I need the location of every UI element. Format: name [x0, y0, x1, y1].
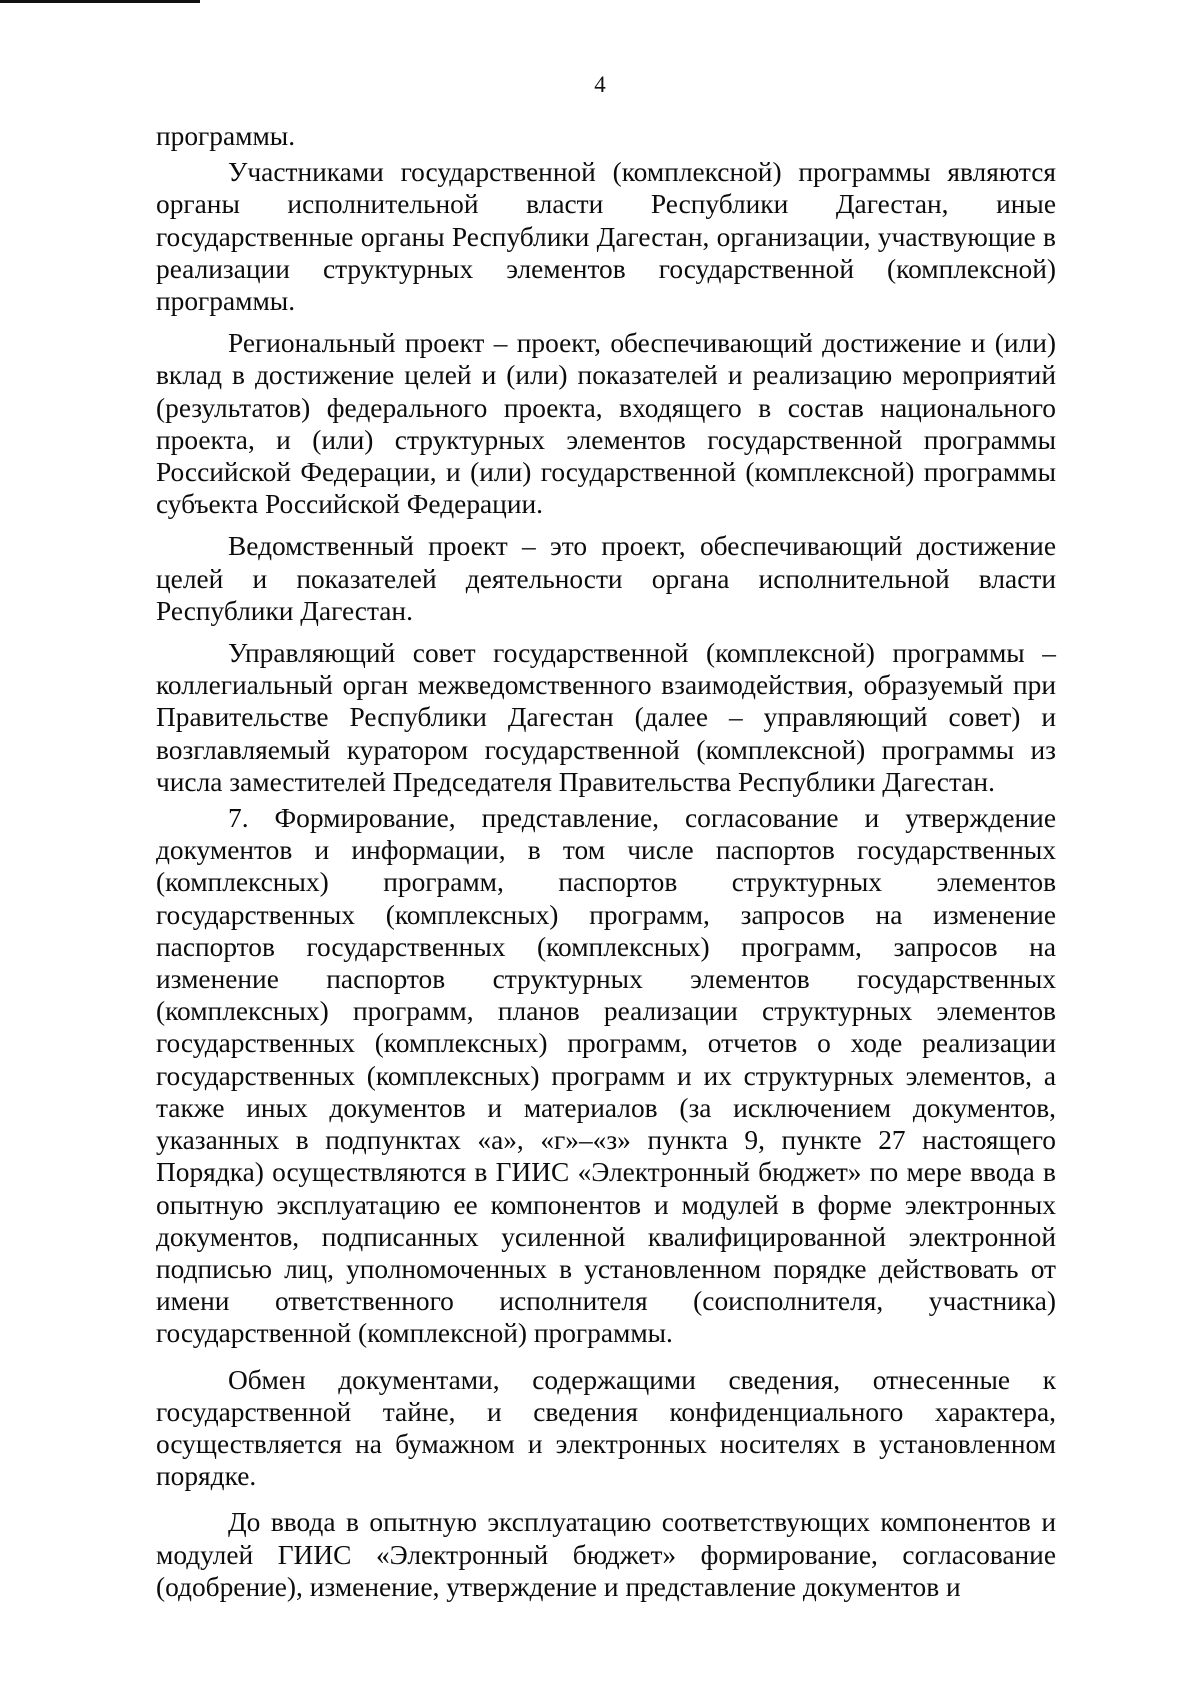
- paragraph-regional-project: Региональный проект – проект, обеспечивающий достижение и (или) вклад в достижение целей и (или) показателей и реализацию мероприятий (результатов) федерального проекта, входящего в состав национального проекта, и (или) структурных элементов государственной программы Российской Федерации, и (или) государственной (комплексной) программы субъекта Российской Федерации.: [156, 328, 1056, 520]
- paragraph-document-exchange: Обмен документами, содержащими сведения, отнесенные к государственной тайне, и сведения конфиденциального характера, осуществляется на бумажном и электронных носителях в установленном порядке.: [156, 1364, 1056, 1492]
- paragraph-before-commissioning: До ввода в опытную эксплуатацию соответствующих компонентов и модулей ГИИС «Электронный бюджет» формирование, согласование (одобрение), изменение, утверждение и представление документов и: [156, 1507, 1056, 1602]
- paragraph-item-7: 7. Формирование, представление, согласование и утверждение документов и информации, в том числе паспортов государственных (комплексных) программ, паспортов структурных элементов государственных (комплексных) программ, запросов на изменение паспортов государственных (комплексных) программ, запросов на изменение паспортов структурных элементов государственных (комплексных) программ, планов реализации структурных элементов государственных (комплексных) программ, отчетов о ходе реализации государственных (комплексных) программ и их структурных элементов, а также иных документов и материалов (за исключением документов, указанных в подпунктах «а», «г»–«з» пункта 9, пункте 27 настоящего Порядка) осуществляются в ГИИС «Электронный бюджет» по мере ввода в опытную эксплуатацию ее компонентов и модулей в форме электронных документов, подписанных усиленной квалифицированной электронной подписью лиц, уполномоченных в установленном порядке действовать от имени ответственного исполнителя (соисполнителя, участника) государственной (комплексной) программы.: [156, 803, 1056, 1349]
- paragraph-participants: Участниками государственной (комплексной) программы являются органы исполнительной власти Республики Дагестан, иные государственные органы Республики Дагестан, организации, участвующие в реализации структурных элементов государственной (комплексной) программы.: [156, 157, 1056, 317]
- paragraph-departmental-project: Ведомственный проект – это проект, обеспечивающий достижение целей и показателей деятельности органа исполнительной власти Республики Дагестан.: [156, 531, 1056, 626]
- paragraph-continuation: программы.: [156, 121, 296, 151]
- paragraph-governing-council: Управляющий совет государственной (комплексной) программы – коллегиальный орган межведомственного взаимодействия, образуемый при Правительстве Республики Дагестан (далее – управляющий совет) и возглавляемый куратором государственной (комплексной) программы из числа заместителей Председателя Правительства Республики Дагестан.: [156, 638, 1056, 797]
- top-edge-rule: [0, 0, 200, 3]
- page-number: 4: [594, 72, 606, 97]
- document-body: [156, 120, 1056, 1613]
